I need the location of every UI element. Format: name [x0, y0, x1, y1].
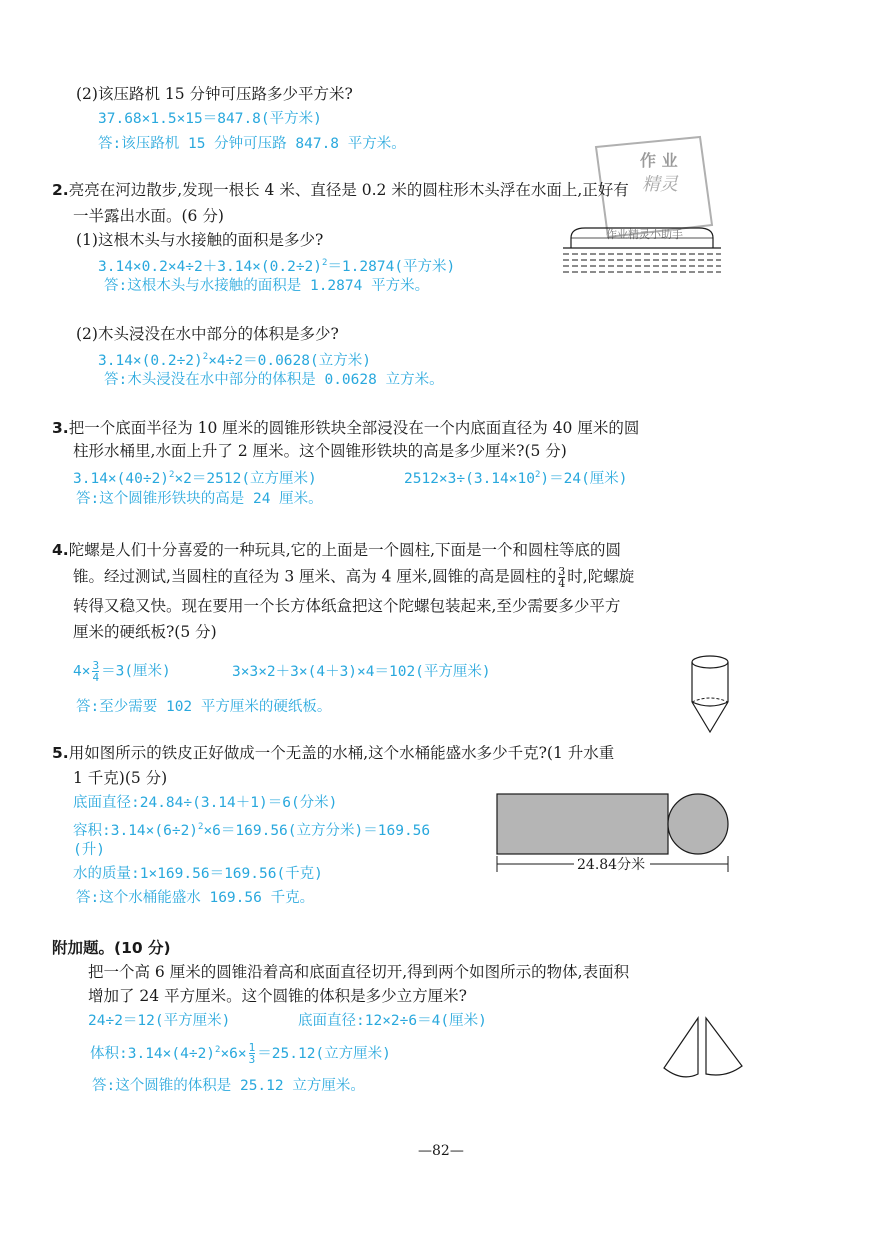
q2-part1-answer: 答:这根木头与水接触的面积是 1.2874 平方米。	[104, 278, 430, 294]
q4-text-line1	[52, 540, 621, 560]
superscript: 2	[215, 1045, 221, 1055]
q5-text-line1	[52, 743, 614, 763]
q4-text-line3: 转得又稳又快。现在要用一个长方体纸盒把这个陀螺包装起来,至少需要多少平方	[73, 597, 621, 615]
bonus-title: 附加题。(10 分)	[52, 939, 171, 957]
q5-calc2	[73, 817, 430, 841]
q3-calc2	[404, 465, 628, 489]
frac-den: 3	[248, 1053, 256, 1067]
q2-part1-calc	[98, 253, 455, 277]
q4-calc1-a: 4×	[73, 663, 91, 680]
bucket-figure-label: 24.84分米	[577, 857, 646, 873]
q4-text-1: 陀螺是人们十分喜爱的一种玩具,它的上面是一个圆柱,下面是一个和圆柱等底的圆	[68, 541, 622, 559]
q4-number: 4.	[52, 541, 69, 559]
q5-calc1: 底面直径:24.84÷(3.14＋1)＝6(分米)	[73, 795, 338, 811]
superscript: 2	[322, 258, 328, 268]
q5-answer: 答:这个水桶能盛水 169.56 千克。	[76, 890, 315, 906]
bonus-calc2: 底面直径:12×2÷6＝4(厘米)	[298, 1013, 487, 1029]
q2-part2-question: (2)木头浸没在水中部分的体积是多少?	[76, 325, 339, 343]
q3-text-1: 把一个底面半径为 10 厘米的圆锥形铁块全部浸没在一个内底面直径为 40 厘米的圆	[68, 419, 640, 437]
q2-part2-calc-a: 3.14×(0.2÷2)	[98, 352, 203, 369]
q4-calc1	[73, 660, 171, 683]
q3-calc1-b: ×2＝2512(立方厘米)	[174, 470, 317, 487]
q1-part2-calc: 37.68×1.5×15＝847.8(平方米)	[98, 111, 322, 127]
frac-num: 3	[92, 659, 100, 672]
superscript: 2	[534, 470, 541, 480]
bonus-answer: 答:这个圆锥的体积是 25.12 立方厘米。	[92, 1078, 365, 1094]
bonus-calc1: 24÷2＝12(平方厘米)	[88, 1013, 231, 1029]
q2-text-line2: 一半露出水面。(6 分)	[73, 207, 224, 225]
spinning-top-figure	[688, 654, 732, 734]
split-cone-figure	[660, 1016, 746, 1082]
q5-text-line2: 1 千克)(5 分)	[73, 769, 168, 787]
q5-text-1: 用如图所示的铁皮正好做成一个无盖的水桶,这个水桶能盛水多少千克?(1 升水重	[68, 744, 615, 762]
q2-part1-calc-b: ＝1.2874(平方米)	[327, 258, 456, 275]
q3-calc2-b: )＝24(厘米)	[540, 470, 628, 487]
superscript: 2	[198, 822, 204, 832]
q5-calc2-b: ×6＝169.56(立方分米)＝169.56	[203, 822, 431, 839]
q2-part2-calc-b: ×4÷2＝0.0628(立方米)	[208, 352, 371, 369]
q2-part2-answer: 答:木头浸没在水中部分的体积是 0.0628 立方米。	[104, 372, 444, 388]
q1-part2-question: (2)该压路机 15 分钟可压路多少平方米?	[76, 85, 353, 103]
q4-fraction	[558, 566, 565, 589]
q2-part2-calc	[98, 347, 371, 371]
q5-calc3: (升)	[73, 842, 105, 858]
superscript: 2	[169, 470, 175, 480]
q2-text-1: 亮亮在河边散步,发现一根长 4 米、直径是 0.2 米的圆柱形木头浮在水面上,正好有	[68, 181, 629, 199]
q4-answer: 答:至少需要 102 平方厘米的硬纸板。	[76, 699, 332, 715]
q5-calc4: 水的质量:1×169.56＝169.56(千克)	[73, 866, 323, 882]
q3-text-line1	[52, 418, 639, 438]
q4-text-2b: 时,陀螺旋	[567, 567, 635, 586]
q2-part1-calc-a: 3.14×0.2×4÷2＋3.14×(0.2÷2)	[98, 258, 323, 275]
bonus-fraction	[249, 1042, 256, 1065]
q4-calc2: 3×3×2＋3×(4＋3)×4＝102(平方厘米)	[232, 664, 491, 680]
frac-num: 1	[248, 1041, 256, 1055]
q3-calc1	[73, 465, 317, 489]
bonus-calc3-a: 体积:3.14×(4÷2)	[90, 1045, 216, 1062]
q1-part2-answer: 答:该压路机 15 分钟可压路 847.8 平方米。	[98, 136, 406, 152]
bonus-calc3	[90, 1040, 391, 1065]
q5-number: 5.	[52, 744, 69, 762]
frac-den: 4	[92, 671, 100, 684]
stamp-top-text: 作 业	[640, 151, 678, 170]
q3-calc1-a: 3.14×(40÷2)	[73, 470, 170, 487]
q3-number: 3.	[52, 419, 69, 437]
q3-calc2-a: 2512×3÷(3.14×10	[404, 470, 535, 487]
q4-text-line2	[73, 566, 634, 589]
q2-text-line1	[52, 180, 629, 200]
page-number: —82—	[418, 1143, 464, 1159]
superscript: 2	[202, 352, 209, 362]
bonus-text-line2: 增加了 24 平方厘米。这个圆锥的体积是多少立方厘米?	[88, 987, 467, 1005]
q3-text-line2: 柱形水桶里,水面上升了 2 厘米。这个圆锥形铁块的高是多少厘米?(5 分)	[73, 442, 567, 460]
frac-num: 3	[558, 565, 566, 578]
frac-den: 4	[558, 577, 566, 590]
q4-calc1-b: ＝3(厘米)	[101, 663, 171, 680]
q5-calc2-a: 容积:3.14×(6÷2)	[73, 822, 199, 839]
log-floating-figure	[563, 226, 723, 276]
bonus-text-line1: 把一个高 6 厘米的圆锥沿着高和底面直径切开,得到两个如图所示的物体,表面积	[88, 963, 630, 981]
q4-calc-fraction	[92, 660, 99, 683]
q2-number: 2.	[52, 181, 69, 199]
stamp-bottom-text: 作业精灵小助手	[606, 228, 683, 241]
q3-answer: 答:这个圆锥形铁块的高是 24 厘米。	[76, 491, 323, 507]
bonus-calc3-c: ＝25.12(立方厘米)	[257, 1045, 391, 1062]
q4-text-line4: 厘米的硬纸板?(5 分)	[73, 623, 217, 641]
stamp-mid-text: 精灵	[642, 174, 678, 195]
bonus-calc3-b: ×6×	[220, 1045, 247, 1062]
q4-text-2a: 锥。经过测试,当圆柱的直径为 3 厘米、高为 4 厘米,圆锥的高是圆柱的	[73, 567, 557, 586]
q2-part1-question: (1)这根木头与水接触的面积是多少?	[76, 231, 324, 249]
